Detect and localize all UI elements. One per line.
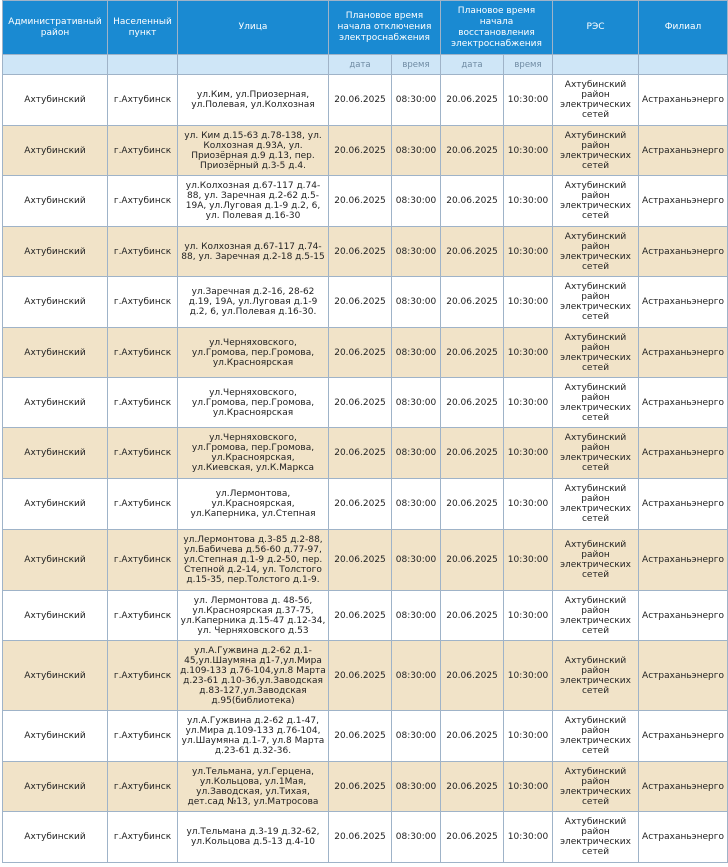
- cell-district: Ахтубинский: [3, 711, 108, 762]
- cell-res: Ахтубинский район электрических сетей: [553, 591, 639, 641]
- header-row: [3, 1, 728, 55]
- cell-district: Ахтубинский: [3, 530, 108, 591]
- cell-on-time: 10:30:00: [504, 711, 553, 762]
- cell-on-date: 20.06.2025: [441, 641, 504, 711]
- cell-off-date: 20.06.2025: [329, 126, 392, 176]
- cell-street: ул.Колхозная д.67-117 д.74-88, ул. Заречная д.2-62 д.5-19А, ул.Луговая д.1-9 д.2, 6, ул. Полевая д.16-30: [178, 176, 329, 227]
- cell-res: Ахтубинский район электрических сетей: [553, 428, 639, 479]
- subheader-off-time: время: [392, 55, 441, 75]
- cell-locality: г.Ахтубинск: [108, 227, 178, 277]
- cell-branch: Астраханьэнерго: [639, 762, 728, 812]
- cell-off-date: 20.06.2025: [329, 711, 392, 762]
- table-row: [3, 378, 728, 428]
- cell-street: ул.А.Гужвина д.2-62 д.1-47, ул.Мира д.109-133 д.76-104, ул.Шаумяна д.1-7, ул.8 Марта д.23-61 д.32-36.: [178, 711, 329, 762]
- cell-res: Ахтубинский район электрических сетей: [553, 176, 639, 227]
- cell-off-date: 20.06.2025: [329, 378, 392, 428]
- cell-on-time: 10:30:00: [504, 641, 553, 711]
- cell-res: Ахтубинский район электрических сетей: [553, 227, 639, 277]
- table-row: [3, 75, 728, 126]
- cell-district: Ахтубинский: [3, 126, 108, 176]
- cell-branch: Астраханьэнерго: [639, 641, 728, 711]
- cell-on-time: 10:30:00: [504, 277, 553, 328]
- cell-branch: Астраханьэнерго: [639, 378, 728, 428]
- cell-branch: Астраханьэнерго: [639, 479, 728, 530]
- cell-locality: г.Ахтубинск: [108, 126, 178, 176]
- cell-on-time: 10:30:00: [504, 479, 553, 530]
- table-row: [3, 328, 728, 378]
- subheader-empty: [553, 55, 639, 75]
- cell-street: ул.Лермонтова, ул.Красноярская, ул.Каперника, ул.Степная: [178, 479, 329, 530]
- table-row: [3, 479, 728, 530]
- cell-street: ул.Заречная д.2-16, 28-62 д.19, 19А, ул.Луговая д.1-9 д.2, 6, ул.Полевая д.16-30.: [178, 277, 329, 328]
- cell-off-date: 20.06.2025: [329, 812, 392, 863]
- cell-locality: г.Ахтубинск: [108, 641, 178, 711]
- cell-off-date: 20.06.2025: [329, 176, 392, 227]
- cell-off-date: 20.06.2025: [329, 328, 392, 378]
- cell-res: Ахтубинский район электрических сетей: [553, 711, 639, 762]
- cell-street: ул.Тельмана д.3-19 д.32-62, ул.Кольцова д.5-13 д.4-10: [178, 812, 329, 863]
- cell-on-time: 10:30:00: [504, 762, 553, 812]
- subheader-on-time: время: [504, 55, 553, 75]
- cell-on-date: 20.06.2025: [441, 126, 504, 176]
- header-off-time: Плановое время начала отключения электроснабжения: [329, 1, 441, 55]
- cell-locality: г.Ахтубинск: [108, 277, 178, 328]
- cell-res: Ахтубинский район электрических сетей: [553, 75, 639, 126]
- cell-branch: Астраханьэнерго: [639, 530, 728, 591]
- table-row: [3, 227, 728, 277]
- cell-on-time: 10:30:00: [504, 378, 553, 428]
- table-body: [3, 75, 728, 863]
- cell-on-time: 10:30:00: [504, 812, 553, 863]
- cell-on-time: 10:30:00: [504, 328, 553, 378]
- subheader-empty: [108, 55, 178, 75]
- cell-off-date: 20.06.2025: [329, 428, 392, 479]
- subheader-off-date: дата: [329, 55, 392, 75]
- cell-branch: Астраханьэнерго: [639, 126, 728, 176]
- cell-off-time: 08:30:00: [392, 762, 441, 812]
- cell-off-date: 20.06.2025: [329, 479, 392, 530]
- cell-off-date: 20.06.2025: [329, 530, 392, 591]
- cell-on-date: 20.06.2025: [441, 591, 504, 641]
- subheader-empty: [178, 55, 329, 75]
- cell-on-date: 20.06.2025: [441, 530, 504, 591]
- cell-on-date: 20.06.2025: [441, 479, 504, 530]
- cell-district: Ахтубинский: [3, 641, 108, 711]
- cell-off-time: 08:30:00: [392, 328, 441, 378]
- cell-district: Ахтубинский: [3, 75, 108, 126]
- cell-street: ул.Черняховского, ул.Громова, пер.Громова, ул.Красноярская: [178, 378, 329, 428]
- cell-on-date: 20.06.2025: [441, 428, 504, 479]
- cell-branch: Астраханьэнерго: [639, 428, 728, 479]
- cell-res: Ахтубинский район электрических сетей: [553, 378, 639, 428]
- cell-street: ул.Черняховского, ул.Громова, пер.Громова, ул.Красноярская, ул.Киевская, ул.К.Маркса: [178, 428, 329, 479]
- cell-on-date: 20.06.2025: [441, 328, 504, 378]
- table-row: [3, 277, 728, 328]
- header-district: Административный район: [3, 1, 108, 55]
- cell-on-date: 20.06.2025: [441, 75, 504, 126]
- subheader-row: [3, 55, 728, 75]
- cell-on-date: 20.06.2025: [441, 762, 504, 812]
- cell-res: Ахтубинский район электрических сетей: [553, 126, 639, 176]
- cell-off-date: 20.06.2025: [329, 591, 392, 641]
- cell-district: Ахтубинский: [3, 812, 108, 863]
- cell-off-time: 08:30:00: [392, 378, 441, 428]
- cell-district: Ахтубинский: [3, 277, 108, 328]
- cell-street: ул. Лермонтова д. 48-56, ул.Красноярская д.37-75, ул.Каперника д.15-47 д.12-34, ул. Черняховского д.53: [178, 591, 329, 641]
- cell-res: Ахтубинский район электрических сетей: [553, 530, 639, 591]
- cell-district: Ахтубинский: [3, 428, 108, 479]
- header-restore-time: Плановое время начала восстановления электроснабжения: [441, 1, 553, 55]
- cell-on-time: 10:30:00: [504, 227, 553, 277]
- header-street: Улица: [178, 1, 329, 55]
- cell-on-date: 20.06.2025: [441, 227, 504, 277]
- cell-branch: Астраханьэнерго: [639, 812, 728, 863]
- outage-schedule-table: [2, 0, 728, 863]
- cell-locality: г.Ахтубинск: [108, 530, 178, 591]
- subheader-on-date: дата: [441, 55, 504, 75]
- cell-branch: Астраханьэнерго: [639, 328, 728, 378]
- cell-on-date: 20.06.2025: [441, 812, 504, 863]
- cell-on-time: 10:30:00: [504, 176, 553, 227]
- cell-on-time: 10:30:00: [504, 591, 553, 641]
- cell-res: Ахтубинский район электрических сетей: [553, 812, 639, 863]
- cell-off-time: 08:30:00: [392, 126, 441, 176]
- cell-on-time: 10:30:00: [504, 530, 553, 591]
- cell-off-time: 08:30:00: [392, 277, 441, 328]
- table-row: [3, 530, 728, 591]
- cell-off-time: 08:30:00: [392, 812, 441, 863]
- cell-on-time: 10:30:00: [504, 428, 553, 479]
- cell-off-time: 08:30:00: [392, 591, 441, 641]
- cell-res: Ахтубинский район электрических сетей: [553, 479, 639, 530]
- subheader-empty: [639, 55, 728, 75]
- cell-locality: г.Ахтубинск: [108, 479, 178, 530]
- table-row: [3, 711, 728, 762]
- table-row: [3, 428, 728, 479]
- cell-off-date: 20.06.2025: [329, 227, 392, 277]
- cell-district: Ахтубинский: [3, 591, 108, 641]
- cell-street: ул.Черняховского, ул.Громова, пер.Громова, ул.Красноярская: [178, 328, 329, 378]
- cell-on-date: 20.06.2025: [441, 277, 504, 328]
- cell-district: Ахтубинский: [3, 227, 108, 277]
- cell-street: ул.Ким, ул.Приозерная, ул.Полевая, ул.Колхозная: [178, 75, 329, 126]
- cell-off-time: 08:30:00: [392, 711, 441, 762]
- header-branch: Филиал: [639, 1, 728, 55]
- cell-street: ул. Колхозная д.67-117 д.74-88, ул. Заречная д.2-18 д.5-15: [178, 227, 329, 277]
- cell-res: Ахтубинский район электрических сетей: [553, 277, 639, 328]
- cell-locality: г.Ахтубинск: [108, 75, 178, 126]
- cell-locality: г.Ахтубинск: [108, 711, 178, 762]
- cell-on-date: 20.06.2025: [441, 378, 504, 428]
- cell-district: Ахтубинский: [3, 176, 108, 227]
- cell-street: ул.А.Гужвина д.2-62 д.1-45,ул.Шаумяна д1-7,ул.Мира д.109-133 д.76-104,ул.8 Марта д.23-61 д.10-36,ул.Заводская д.83-127,ул.Заводская д.95(библиотека): [178, 641, 329, 711]
- cell-off-date: 20.06.2025: [329, 762, 392, 812]
- cell-street: ул.Лермонтова д.3-85 д.2-88, ул.Бабичева д.56-60 д.77-97, ул.Степная д.1-9 д.2-50, пер. Степной д.2-14, ул. Толстого д.15-35, пер.Толстого д.1-9.: [178, 530, 329, 591]
- cell-locality: г.Ахтубинск: [108, 591, 178, 641]
- cell-locality: г.Ахтубинск: [108, 812, 178, 863]
- header-locality: Населенный пункт: [108, 1, 178, 55]
- cell-locality: г.Ахтубинск: [108, 176, 178, 227]
- cell-branch: Астраханьэнерго: [639, 227, 728, 277]
- cell-off-time: 08:30:00: [392, 227, 441, 277]
- table-row: [3, 176, 728, 227]
- cell-branch: Астраханьэнерго: [639, 711, 728, 762]
- cell-locality: г.Ахтубинск: [108, 378, 178, 428]
- cell-res: Ахтубинский район электрических сетей: [553, 762, 639, 812]
- cell-district: Ахтубинский: [3, 378, 108, 428]
- cell-locality: г.Ахтубинск: [108, 328, 178, 378]
- cell-off-time: 08:30:00: [392, 428, 441, 479]
- table-row: [3, 126, 728, 176]
- cell-off-time: 08:30:00: [392, 75, 441, 126]
- cell-locality: г.Ахтубинск: [108, 428, 178, 479]
- cell-branch: Астраханьэнерго: [639, 176, 728, 227]
- cell-on-time: 10:30:00: [504, 75, 553, 126]
- cell-district: Ахтубинский: [3, 762, 108, 812]
- cell-off-date: 20.06.2025: [329, 277, 392, 328]
- cell-district: Ахтубинский: [3, 328, 108, 378]
- cell-off-date: 20.06.2025: [329, 75, 392, 126]
- cell-off-time: 08:30:00: [392, 530, 441, 591]
- cell-off-time: 08:30:00: [392, 479, 441, 530]
- subheader-empty: [3, 55, 108, 75]
- cell-on-date: 20.06.2025: [441, 176, 504, 227]
- cell-off-date: 20.06.2025: [329, 641, 392, 711]
- table-row: [3, 641, 728, 711]
- cell-off-time: 08:30:00: [392, 641, 441, 711]
- table-row: [3, 591, 728, 641]
- cell-branch: Астраханьэнерго: [639, 591, 728, 641]
- cell-res: Ахтубинский район электрических сетей: [553, 328, 639, 378]
- cell-res: Ахтубинский район электрических сетей: [553, 641, 639, 711]
- table-row: [3, 762, 728, 812]
- cell-locality: г.Ахтубинск: [108, 762, 178, 812]
- cell-branch: Астраханьэнерго: [639, 75, 728, 126]
- cell-street: ул. Ким д.15-63 д.78-138, ул. Колхозная д.93А, ул. Приозёрная д.9 д.13, пер. Приозёрный д.3-5 д.4.: [178, 126, 329, 176]
- cell-branch: Астраханьэнерго: [639, 277, 728, 328]
- cell-district: Ахтубинский: [3, 479, 108, 530]
- cell-street: ул.Тельмана, ул.Герцена, ул.Кольцова, ул.1Мая, ул.Заводская, ул.Тихая, дет.сад №13, ул.Матросова: [178, 762, 329, 812]
- cell-on-date: 20.06.2025: [441, 711, 504, 762]
- table-row: [3, 812, 728, 863]
- header-res: РЭС: [553, 1, 639, 55]
- cell-off-time: 08:30:00: [392, 176, 441, 227]
- cell-on-time: 10:30:00: [504, 126, 553, 176]
